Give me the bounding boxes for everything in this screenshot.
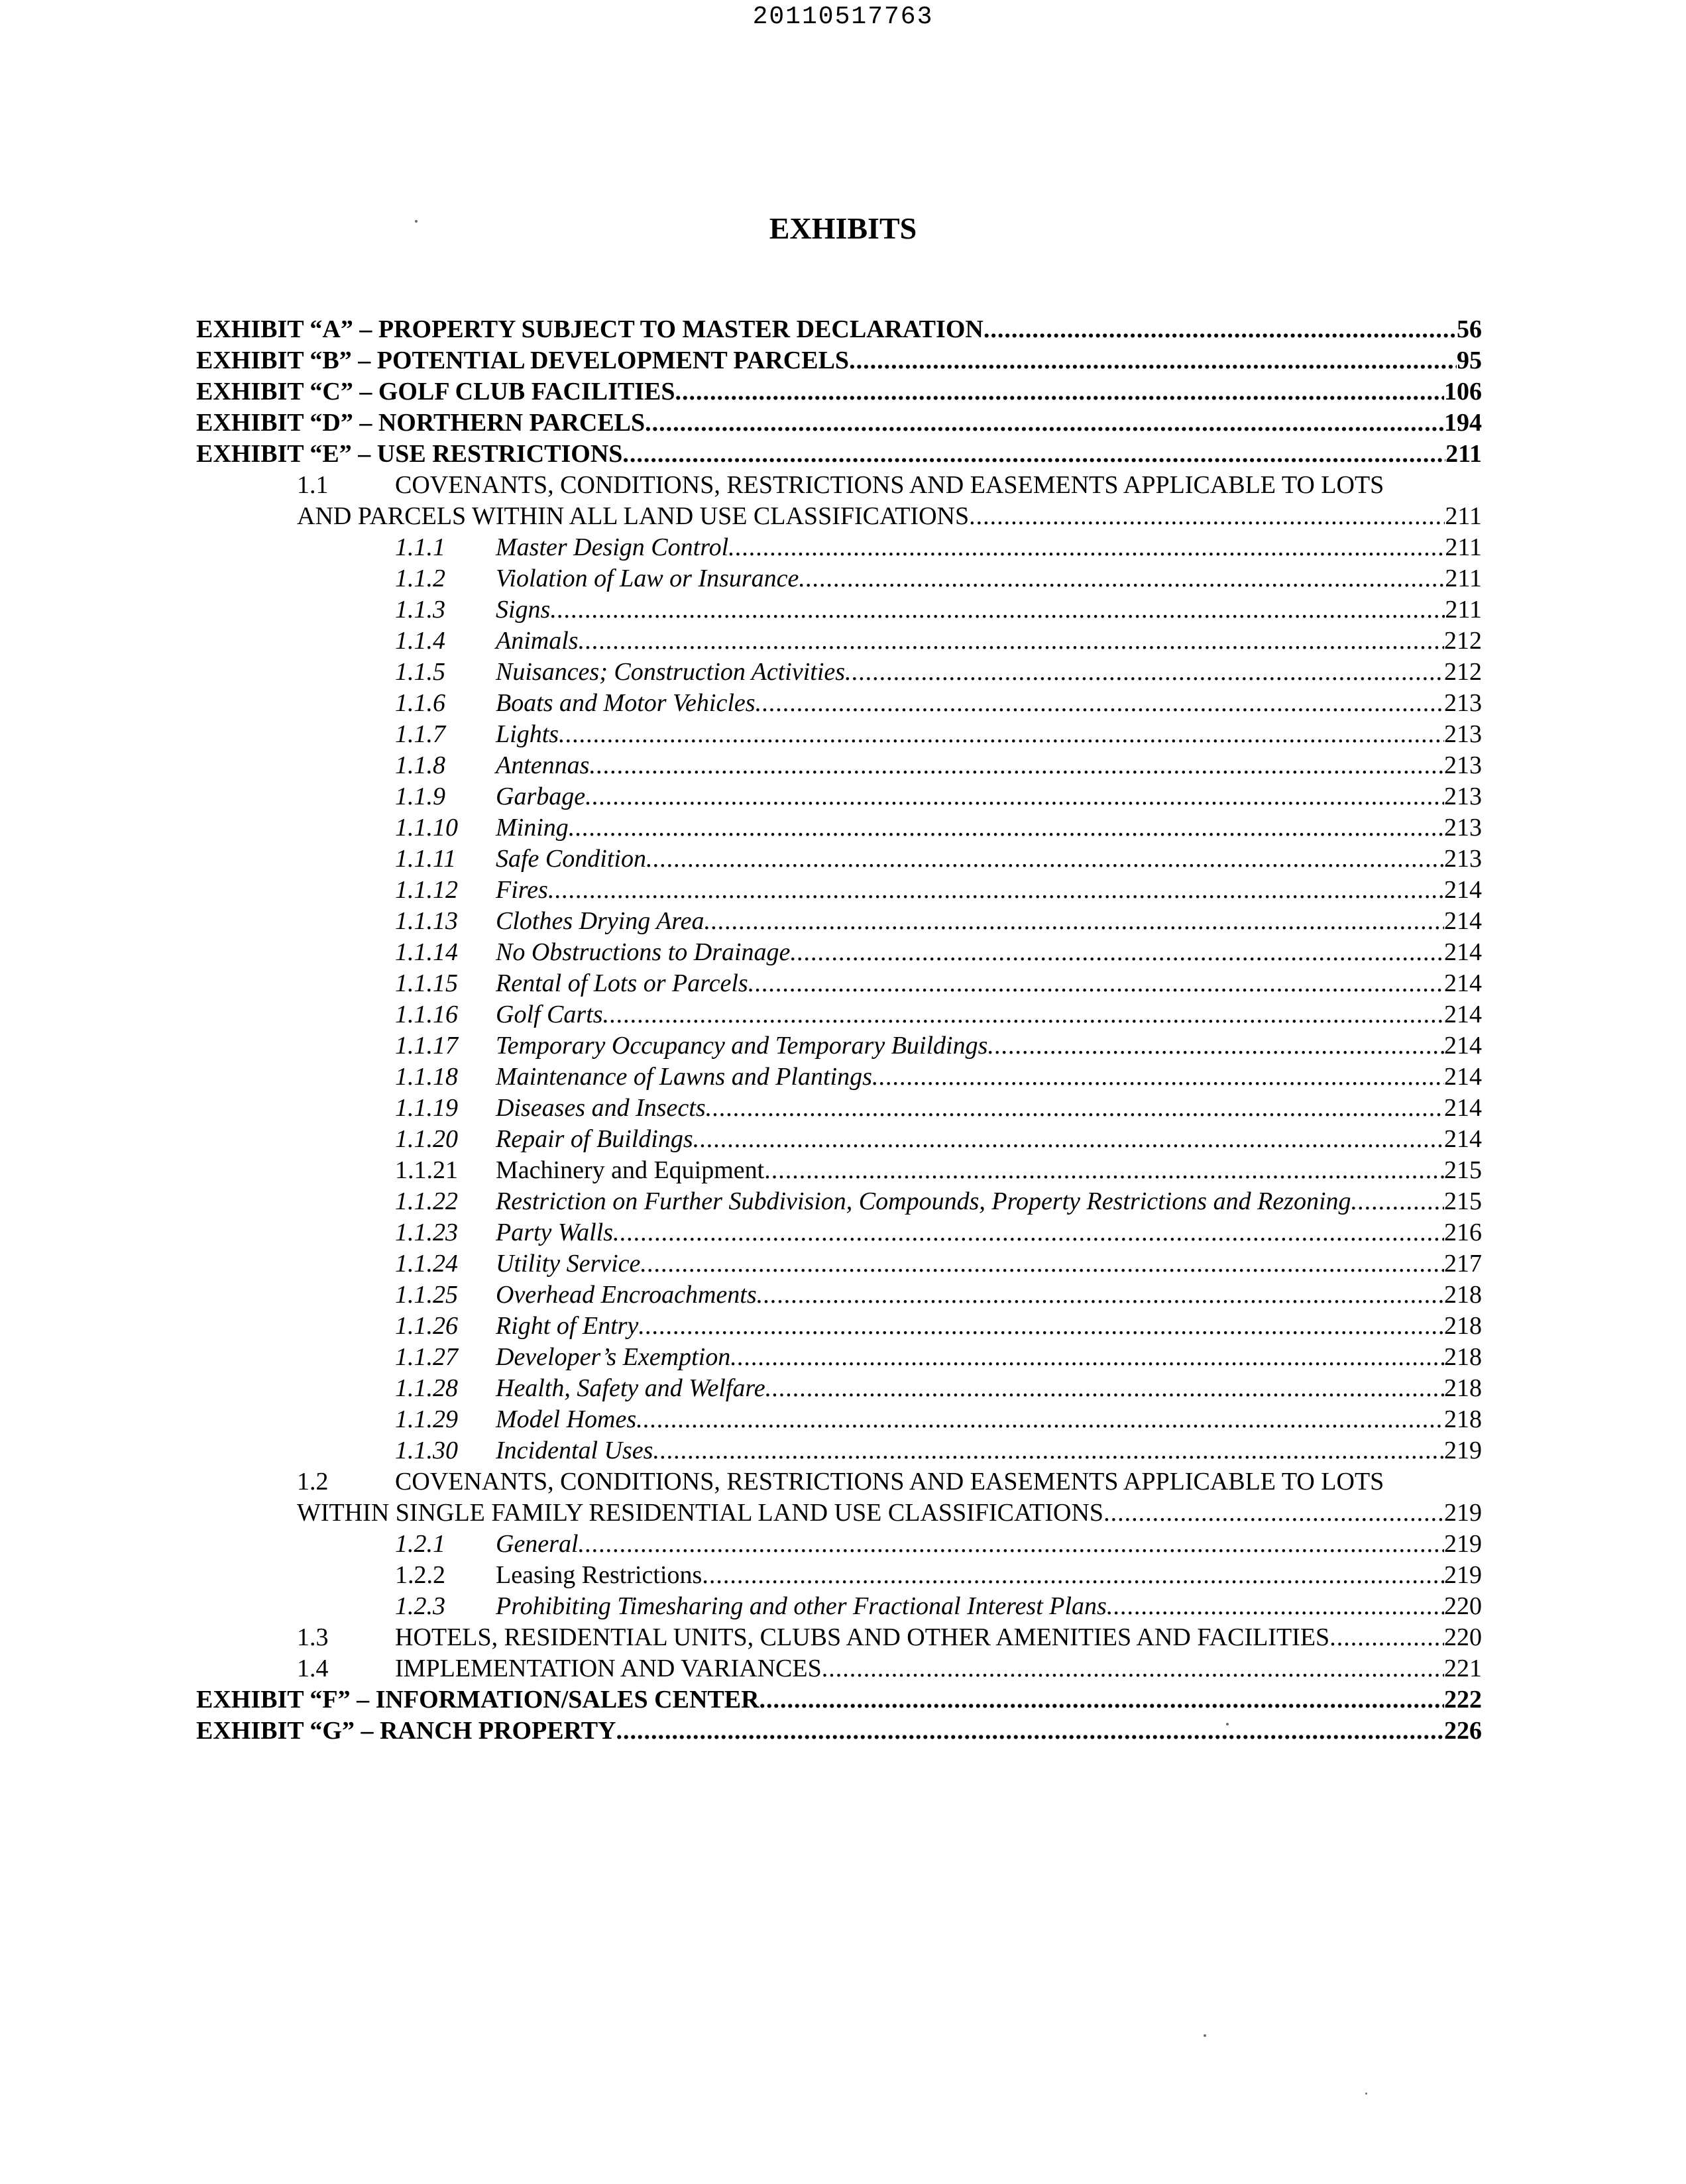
- item-page: 218: [1444, 1312, 1482, 1340]
- toc-item: [496, 1093, 1482, 1123]
- toc-item: [496, 688, 1482, 718]
- item-number: 1.1.6: [395, 689, 445, 717]
- toc-item: [496, 812, 1482, 843]
- leader-dots: [579, 626, 1444, 656]
- item-number: 1.1.17: [395, 1032, 458, 1060]
- exhibit-a-entry: [196, 314, 1482, 345]
- item-page: 215: [1444, 1187, 1482, 1215]
- item-page: 213: [1444, 689, 1482, 717]
- leader-dots: [569, 812, 1444, 843]
- toc-item: [496, 1186, 1482, 1217]
- item-page: 214: [1444, 1125, 1482, 1153]
- toc-item: [496, 1373, 1482, 1403]
- item-page: 211: [1445, 596, 1482, 624]
- section-1-2-heading-line2: [297, 1498, 1482, 1528]
- item-label: Nuisances; Construction Activities: [496, 658, 846, 686]
- item-number: 1.1.25: [395, 1281, 458, 1309]
- item-number: 1.1.7: [395, 720, 445, 748]
- leader-dots: [1103, 1498, 1444, 1528]
- item-number: 1.1.19: [395, 1094, 458, 1122]
- leader-dots: [548, 875, 1444, 905]
- exhibit-e-page: 211: [1445, 440, 1482, 468]
- section-1-2-number: 1.2: [297, 1468, 329, 1496]
- toc-item: [496, 1311, 1482, 1341]
- item-page: 219: [1444, 1561, 1482, 1589]
- item-number: 1.1.4: [395, 627, 445, 655]
- leader-dots: [585, 781, 1444, 812]
- item-number: 1.2.1: [395, 1530, 445, 1558]
- section-1-2-heading-line1: COVENANTS, CONDITIONS, RESTRICTIONS AND EASEMENTS APPLICABLE TO LOTS: [395, 1468, 1384, 1496]
- section-1-1-heading-line2: [297, 501, 1482, 531]
- item-number: 1.1.30: [395, 1437, 458, 1464]
- item-page: 212: [1444, 658, 1482, 686]
- item-page: 220: [1444, 1592, 1482, 1620]
- toc-item: [496, 1280, 1482, 1310]
- document-number: 20110517763: [752, 3, 934, 31]
- item-number: 1.1.26: [395, 1312, 458, 1340]
- leader-dots: [579, 1529, 1444, 1559]
- exhibit-a-label: EXHIBIT “A” – PROPERTY SUBJECT TO MASTER DECLARATION: [196, 315, 984, 343]
- item-label: Repair of Buildings: [496, 1125, 693, 1153]
- item-number: 1.1.2: [395, 565, 445, 592]
- item-number: 1.1.12: [395, 876, 458, 904]
- item-label: Right of Entry: [496, 1312, 639, 1340]
- section-1-4-page: 221: [1444, 1655, 1482, 1682]
- item-number: 1.1.22: [395, 1187, 458, 1215]
- item-number: 1.1.14: [395, 938, 458, 966]
- leader-dots: [1351, 1186, 1445, 1217]
- exhibit-g-page: 226: [1444, 1717, 1482, 1745]
- item-page: 214: [1444, 969, 1482, 997]
- section-1-1-heading-label: AND PARCELS WITHIN ALL LAND USE CLASSIFICATIONS: [297, 502, 970, 530]
- leader-dots: [799, 563, 1445, 594]
- item-label: Prohibiting Timesharing and other Fractional Interest Plans: [496, 1592, 1107, 1620]
- toc-item: [496, 1217, 1482, 1248]
- item-label: General: [496, 1530, 579, 1558]
- exhibit-f-label: EXHIBIT “F” – INFORMATION/SALES CENTER: [196, 1686, 759, 1714]
- leader-dots: [622, 439, 1445, 469]
- item-label: No Obstructions to Drainage: [496, 938, 791, 966]
- leader-dots: [645, 408, 1444, 438]
- item-page: 218: [1444, 1405, 1482, 1433]
- leader-dots: [984, 314, 1457, 345]
- item-label: Restriction on Further Subdivision, Compounds, Property Restrictions and Rezoning: [496, 1187, 1351, 1215]
- item-number: 1.1.1: [395, 533, 445, 561]
- item-label: Rental of Lots or Parcels: [496, 969, 748, 997]
- exhibit-a-page: 56: [1457, 315, 1482, 343]
- leader-dots: [638, 1311, 1444, 1341]
- item-number: 1.1.21: [395, 1156, 458, 1184]
- item-page: 211: [1445, 565, 1482, 592]
- item-number: 1.1.27: [395, 1343, 458, 1371]
- item-page: 213: [1444, 783, 1482, 810]
- exhibit-d-entry: [196, 408, 1482, 438]
- toc-item: [496, 1342, 1482, 1372]
- toc-item: [496, 968, 1482, 999]
- leader-dots: [849, 345, 1457, 376]
- toc-item: [496, 999, 1482, 1030]
- item-label: Animals: [496, 627, 579, 655]
- exhibit-c-label: EXHIBIT “C” – GOLF CLUB FACILITIES: [196, 378, 675, 406]
- leader-dots: [613, 1217, 1444, 1248]
- item-page: 215: [1444, 1156, 1482, 1184]
- item-number: 1.1.16: [395, 1001, 458, 1028]
- item-label: Maintenance of Lawns and Plantings: [496, 1063, 872, 1091]
- exhibit-b-page: 95: [1457, 347, 1482, 374]
- section-1-4-label: IMPLEMENTATION AND VARIANCES: [395, 1655, 822, 1682]
- exhibit-e-label: EXHIBIT “E” – USE RESTRICTIONS: [196, 440, 623, 468]
- leader-dots: [636, 1404, 1444, 1435]
- toc-item: [496, 532, 1482, 563]
- section-1-3-label: HOTELS, RESIDENTIAL UNITS, CLUBS AND OTHER AMENITIES AND FACILITIES: [395, 1623, 1330, 1651]
- leader-dots: [765, 1373, 1444, 1403]
- section-1-2-heading-label: WITHIN SINGLE FAMILY RESIDENTIAL LAND USE CLASSIFICATIONS: [297, 1499, 1104, 1527]
- exhibit-b-label: EXHIBIT “B” – POTENTIAL DEVELOPMENT PARCELS: [196, 347, 850, 374]
- section-1-1-heading-line1: COVENANTS, CONDITIONS, RESTRICTIONS AND EASEMENTS APPLICABLE TO LOTS: [395, 471, 1384, 499]
- leader-dots: [1329, 1622, 1444, 1653]
- leader-dots: [845, 657, 1444, 687]
- item-page: 214: [1444, 1063, 1482, 1091]
- toc-item: [496, 1155, 1482, 1185]
- exhibit-d-page: 194: [1444, 409, 1482, 437]
- item-label: Boats and Motor Vehicles: [496, 689, 756, 717]
- leader-dots: [748, 968, 1444, 999]
- toc-item: [496, 563, 1482, 594]
- item-page: 214: [1444, 876, 1482, 904]
- item-page: 218: [1444, 1374, 1482, 1402]
- leader-dots: [987, 1030, 1444, 1061]
- exhibit-c-page: 106: [1444, 378, 1482, 406]
- leader-dots: [550, 594, 1445, 625]
- item-label: Golf Carts: [496, 1001, 603, 1028]
- leader-dots: [589, 750, 1444, 781]
- item-label: Fires: [496, 876, 548, 904]
- leader-dots: [728, 532, 1445, 563]
- leader-dots: [603, 999, 1444, 1030]
- scan-speck: [415, 220, 418, 223]
- section-1-4-number: 1.4: [297, 1655, 329, 1682]
- item-page: 214: [1444, 1094, 1482, 1122]
- exhibit-g-entry: [196, 1716, 1482, 1746]
- item-number: 1.1.5: [395, 658, 445, 686]
- toc-item: [496, 937, 1482, 967]
- section-1-2-page: 219: [1444, 1499, 1482, 1527]
- toc-item: [496, 719, 1482, 749]
- item-label: Party Walls: [496, 1219, 613, 1246]
- section-1-3-number: 1.3: [297, 1623, 329, 1651]
- scan-speck: [1204, 2034, 1206, 2037]
- toc-item: [496, 781, 1482, 812]
- leader-dots: [872, 1062, 1444, 1092]
- item-label: Mining: [496, 814, 569, 842]
- item-label: Clothes Drying Area: [496, 907, 704, 935]
- item-label: Signs: [496, 596, 551, 624]
- item-label: Garbage: [496, 783, 586, 810]
- item-page: 219: [1444, 1530, 1482, 1558]
- toc-item: [496, 1529, 1482, 1559]
- item-page: 217: [1444, 1250, 1482, 1278]
- item-number: 1.1.13: [395, 907, 458, 935]
- section-1-1-number: 1.1: [297, 471, 329, 499]
- leader-dots: [693, 1124, 1444, 1154]
- item-number: 1.1.8: [395, 751, 445, 779]
- section-1-3-page: 220: [1444, 1623, 1482, 1651]
- item-label: Model Homes: [496, 1405, 637, 1433]
- item-page: 219: [1444, 1437, 1482, 1464]
- item-page: 218: [1444, 1281, 1482, 1309]
- leader-dots: [759, 1684, 1444, 1715]
- item-label: Antennas: [496, 751, 590, 779]
- toc-item: [496, 1591, 1482, 1621]
- item-number: 1.1.29: [395, 1405, 458, 1433]
- item-label: Safe Condition: [496, 845, 646, 873]
- item-label: Violation of Law or Insurance: [496, 565, 799, 592]
- exhibit-g-label: EXHIBIT “G” – RANCH PROPERTY: [196, 1717, 616, 1745]
- exhibit-f-page: 222: [1444, 1686, 1482, 1714]
- item-page: 214: [1444, 1032, 1482, 1060]
- section-1-4-entry: [395, 1653, 1482, 1684]
- item-label: Overhead Encroachments: [496, 1281, 757, 1309]
- leader-dots: [969, 501, 1445, 531]
- toc-item: [496, 844, 1482, 874]
- leader-dots: [756, 688, 1444, 718]
- item-label: Leasing Restrictions: [496, 1561, 702, 1589]
- item-number: 1.1.10: [395, 814, 458, 842]
- item-label: Master Design Control: [496, 533, 729, 561]
- toc-item: [496, 1124, 1482, 1154]
- toc-item: [496, 1435, 1482, 1466]
- section-1-3-entry: [395, 1622, 1482, 1653]
- leader-dots: [757, 1280, 1444, 1310]
- toc-item: [496, 1062, 1482, 1092]
- leader-dots: [702, 1560, 1444, 1590]
- item-label: Diseases and Insects: [496, 1094, 706, 1122]
- leader-dots: [559, 719, 1444, 749]
- exhibit-c-entry: [196, 376, 1482, 407]
- item-page: 214: [1444, 1001, 1482, 1028]
- toc-item: [496, 594, 1482, 625]
- leader-dots: [822, 1653, 1444, 1684]
- section-1-1-page: 211: [1445, 502, 1482, 530]
- toc-item: [496, 1248, 1482, 1279]
- item-number: 1.1.3: [395, 596, 445, 624]
- leader-dots: [730, 1342, 1444, 1372]
- item-number: 1.2.2: [395, 1561, 445, 1589]
- leader-dots: [704, 906, 1444, 936]
- leader-dots: [675, 376, 1444, 407]
- leader-dots: [790, 937, 1444, 967]
- toc-item: [496, 657, 1482, 687]
- scan-speck: [1226, 1723, 1229, 1725]
- item-number: 1.1.15: [395, 969, 458, 997]
- item-number: 1.1.24: [395, 1250, 458, 1278]
- item-page: 211: [1445, 533, 1482, 561]
- item-label: Utility Service: [496, 1250, 641, 1278]
- item-page: 216: [1444, 1219, 1482, 1246]
- exhibit-f-entry: [196, 1684, 1482, 1715]
- item-page: 213: [1444, 845, 1482, 873]
- item-number: 1.1.23: [395, 1219, 458, 1246]
- item-number: 1.1.20: [395, 1125, 458, 1153]
- item-page: 214: [1444, 907, 1482, 935]
- leader-dots: [616, 1716, 1444, 1746]
- leader-dots: [646, 844, 1444, 874]
- item-number: 1.2.3: [395, 1592, 445, 1620]
- item-number: 1.1.18: [395, 1063, 458, 1091]
- toc-item: [496, 750, 1482, 781]
- toc-item: [496, 626, 1482, 656]
- leader-dots: [706, 1093, 1444, 1123]
- exhibit-b-entry: [196, 345, 1482, 376]
- item-page: 213: [1444, 720, 1482, 748]
- toc-item: [496, 1404, 1482, 1435]
- item-number: 1.1.9: [395, 783, 445, 810]
- scan-speck: [1365, 2093, 1367, 2095]
- exhibit-d-label: EXHIBIT “D” – NORTHERN PARCELS: [196, 409, 646, 437]
- toc-item: [496, 875, 1482, 905]
- page-title: EXHIBITS: [769, 211, 917, 245]
- item-label: Lights: [496, 720, 559, 748]
- leader-dots: [764, 1155, 1444, 1185]
- leader-dots: [1107, 1591, 1444, 1621]
- item-label: Incidental Uses: [496, 1437, 653, 1464]
- item-label: Developer’s Exemption: [496, 1343, 731, 1371]
- item-label: Health, Safety and Welfare: [496, 1374, 765, 1402]
- item-page: 213: [1444, 751, 1482, 779]
- toc-item: [496, 1030, 1482, 1061]
- item-number: 1.1.11: [395, 845, 457, 873]
- leader-dots: [653, 1435, 1444, 1466]
- item-number: 1.1.28: [395, 1374, 458, 1402]
- item-page: 212: [1444, 627, 1482, 655]
- exhibit-e-entry: [196, 439, 1482, 469]
- toc-item: [496, 1560, 1482, 1590]
- item-label: Machinery and Equipment: [496, 1156, 765, 1184]
- item-page: 214: [1444, 938, 1482, 966]
- item-page: 213: [1444, 814, 1482, 842]
- item-page: 218: [1444, 1343, 1482, 1371]
- leader-dots: [640, 1248, 1444, 1279]
- toc-item: [496, 906, 1482, 936]
- item-label: Temporary Occupancy and Temporary Buildings: [496, 1032, 988, 1060]
